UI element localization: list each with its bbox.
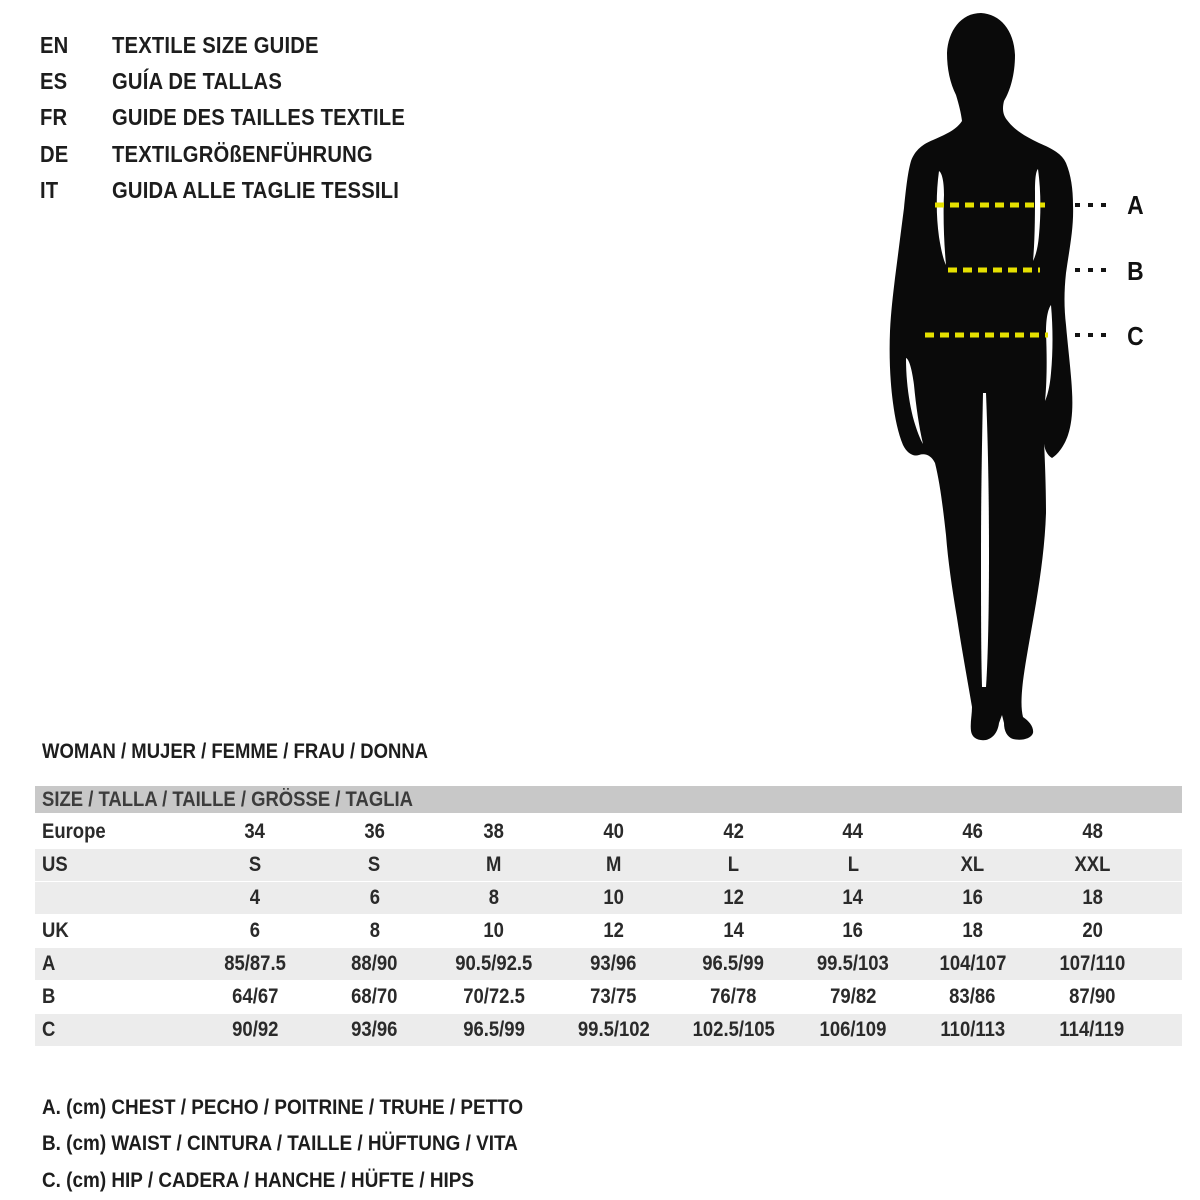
table-row-waist [35,980,1182,1013]
table-cell: 83/86 [949,985,996,1008]
table-cell: 8 [369,919,380,942]
table-cell: 107/110 [1059,952,1126,975]
table-cell: 18 [1081,886,1103,909]
table-cell: 68/70 [351,985,398,1008]
table-cell: XL [960,853,985,876]
table-cell: 110/113 [940,1018,1005,1041]
table-cell: S [248,853,261,876]
language-code: DE [40,140,69,167]
table-row-hip [35,1013,1182,1046]
guide-title: GUIDE DES TAILLES TEXTILE [112,104,406,131]
table-cell: 96.5/99 [702,952,765,975]
table-row-label: A [42,952,56,975]
table-cell: 20 [1081,919,1103,942]
language-code: EN [40,31,69,58]
table-cell: 40 [603,820,624,843]
table-cell: 79/82 [829,985,877,1008]
table-cell: 48 [1081,820,1103,843]
table-row-label [35,882,195,914]
table-cell: 90/92 [231,1018,278,1041]
marker-b-label: B [1126,256,1144,286]
table-cell: 46 [962,820,983,843]
table-row-us [35,848,1182,881]
table-cell: 14 [842,886,864,909]
table-cell: 36 [364,820,385,843]
table-cell: 12 [603,919,624,942]
table-cell: 93/96 [351,1018,398,1041]
table-cell: 87/90 [1069,985,1116,1008]
table-cell: XXL [1074,853,1111,876]
table-cell: 44 [842,820,864,843]
legend-waist: B. (cm) WAIST / CINTURA / TAILLE / HÜFTUNG / VITA [42,1131,518,1156]
table-cell: 14 [723,919,744,942]
language-row [40,100,445,136]
table-cell: 73/75 [590,985,637,1008]
table-row-chest [35,947,1182,980]
table-cell: M [486,853,502,876]
language-row [40,63,445,99]
table-cell: L [847,853,859,876]
table-row-label: B [42,985,56,1008]
table-cell: 88/90 [351,952,398,975]
language-code: IT [40,177,59,204]
table-cell: 6 [249,919,260,942]
table-cell: 70/72.5 [463,985,525,1008]
marker-a-label: A [1126,190,1144,220]
marker-c-label: C [1126,321,1144,351]
guide-title: TEXTILGRÖßENFÜHRUNG [112,140,373,167]
table-cell: 96.5/99 [463,1018,525,1041]
language-title-list [40,27,445,209]
size-table-header: SIZE / TALLA / TAILLE / GRÖSSE / TAGLIA [35,786,1182,813]
legend-hip: C. (cm) HIP / CADERA / HANCHE / HÜFTE / HIPS [42,1167,475,1192]
table-row-label: Europe [42,820,106,843]
language-code: ES [40,68,68,95]
guide-title: GUÍA DE TALLAS [112,68,283,95]
table-cell: 4 [249,886,260,909]
table-cell: L [727,853,739,876]
table-cell: 10 [603,886,624,909]
guide-title: TEXTILE SIZE GUIDE [112,31,319,58]
table-cell: 16 [962,886,983,909]
table-cell: 64/67 [231,985,278,1008]
table-cell: 99.5/102 [577,1018,650,1041]
table-row-label: C [42,1018,56,1041]
language-row [40,27,445,63]
table-cell: 12 [723,886,744,909]
table-cell: 18 [962,919,983,942]
size-table [35,786,1182,1046]
woman-silhouette [855,3,1120,745]
table-cell: 38 [483,820,505,843]
language-row [40,173,445,209]
table-cell: 90.5/92.5 [455,952,533,975]
table-cell: 8 [488,886,500,909]
section-title: WOMAN / MUJER / FEMME / FRAU / DONNA [42,740,429,763]
table-cell: 42 [723,820,744,843]
measurement-legend [42,1089,589,1199]
table-row-us-numeric [35,881,1182,914]
table-cell: 99.5/103 [816,952,889,975]
table-cell: 106/109 [819,1018,887,1041]
legend-chest: A. (cm) CHEST / PECHO / POITRINE / TRUHE / PETTO [42,1094,524,1119]
language-code: FR [40,104,68,131]
table-cell: M [605,853,622,876]
table-row-uk [35,914,1182,947]
table-cell: 93/96 [590,952,637,975]
language-row [40,136,445,172]
table-cell: 6 [369,886,380,909]
table-cell: 85/87.5 [223,952,286,975]
table-cell: 16 [842,919,864,942]
table-cell: 102.5/105 [692,1018,775,1041]
guide-title: GUIDA ALLE TAGLIE TESSILI [112,177,400,204]
table-cell: 10 [483,919,505,942]
table-row-label: UK [42,919,69,942]
table-cell: 104/107 [939,952,1006,975]
table-row-label: US [42,853,68,876]
table-cell: S [368,853,381,876]
table-cell: 76/78 [710,985,757,1008]
table-row-europe [35,815,1182,848]
table-cell: 34 [244,820,266,843]
table-cell: 114/119 [1059,1018,1125,1041]
